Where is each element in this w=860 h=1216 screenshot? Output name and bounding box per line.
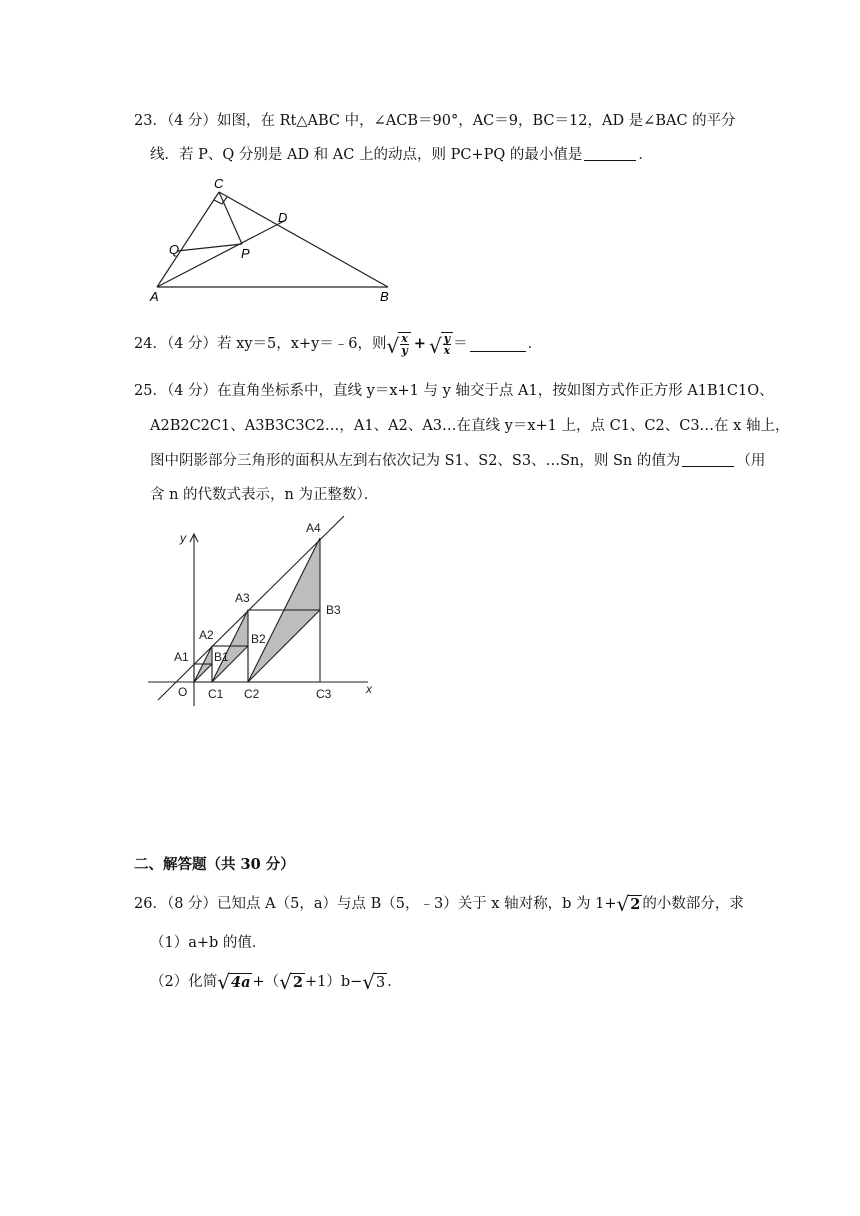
- label-c: C: [214, 176, 224, 191]
- q26-sub2-mid: +1）b−: [304, 974, 363, 990]
- q23-line1: 23．（4 分）如图，在 Rt△ABC 中，∠ACB＝90°，AC＝9，BC＝12，AD 是∠BAC 的平分: [134, 113, 736, 129]
- q24-sqrt-y-over-x: [429, 332, 453, 356]
- q25-line3-text: 图中阴影部分三角形的面积从左到右依次记为 S1、S2、S3、…Sn，则 Sn 的值为: [150, 453, 681, 469]
- label-b2: B2: [251, 632, 266, 646]
- segment-ac: [157, 192, 219, 287]
- q24-prefix: 24．（4 分）若 xy＝5，x+y＝﹣6，则: [134, 336, 387, 352]
- label-a2: A2: [199, 628, 214, 642]
- section-2-title: 二、解答题（共 30 分）: [134, 856, 295, 873]
- radical-sign-icon: √: [362, 970, 376, 994]
- q26-stem: [134, 894, 744, 914]
- q26-sqrt-2b: [279, 972, 305, 992]
- label-d: D: [278, 210, 288, 225]
- q25-line2: A2B2C2C1、A3B3C3C2…，A1、A2、A3…在直线 y＝x+1 上，点 C1、C2、C3…在 x 轴上，: [150, 418, 790, 434]
- label-q: Q: [169, 242, 180, 257]
- q23-answer-blank: [584, 146, 636, 161]
- q26-stem-end: 的小数部分，求: [642, 896, 744, 912]
- label-p: P: [241, 246, 250, 261]
- q24-end: ．: [527, 336, 543, 352]
- label-c1: C1: [208, 687, 224, 701]
- q23-line2-text: 线．若 P、Q 分别是 AD 和 AC 上的动点，则 PC+PQ 的最小值是: [150, 147, 583, 163]
- q24-frac1-den: y: [401, 344, 408, 357]
- q26-sub1: （1）a+b 的值．: [150, 935, 267, 951]
- q24-answer-blank: [470, 337, 526, 352]
- right-angle-mark: [214, 197, 227, 204]
- q26-sub2-plus: +（: [252, 974, 280, 990]
- label-o: O: [178, 685, 188, 699]
- label-a3: A3: [235, 591, 250, 605]
- q26-sub2-text: （2）化简: [150, 974, 218, 990]
- q25-line3: [150, 451, 765, 471]
- q25-line3-end: （用: [736, 453, 766, 469]
- radical-sign-icon: √: [428, 334, 442, 358]
- label-c3: C3: [316, 687, 332, 701]
- q23-line2-end: ．: [638, 147, 653, 163]
- q24-frac1-num: x: [401, 332, 408, 345]
- q24-plus: +: [413, 335, 426, 352]
- q26-sqrt-2-radicand: 2: [630, 896, 641, 913]
- q25-line4: 含 n 的代数式表示，n 为正整数）．: [150, 487, 379, 503]
- axis-label-y: y: [180, 531, 186, 545]
- label-b: B: [380, 289, 389, 304]
- radical-sign-icon: √: [616, 892, 630, 916]
- q23-line2: [150, 145, 653, 165]
- segment-cp: [219, 192, 242, 244]
- label-b3: B3: [326, 603, 341, 617]
- radical-sign-icon: √: [279, 970, 292, 994]
- q24-frac2-num: y: [443, 332, 451, 345]
- label-a4: A4: [306, 521, 321, 535]
- label-a1: A1: [174, 650, 189, 664]
- q25-squares-figure: [140, 510, 390, 710]
- q24-line: [134, 330, 542, 358]
- radical-sign-icon: √: [386, 334, 400, 358]
- q26-sqrt-4a-radicand: 4a: [230, 974, 251, 991]
- q26-sqrt-3-radicand: 3: [376, 975, 386, 991]
- q26-sqrt-4a: [217, 972, 252, 992]
- axis-label-x: x: [366, 682, 372, 696]
- q23-triangle-figure: [140, 170, 410, 310]
- segment-cb: [219, 192, 388, 287]
- q26-sub2-end: ．: [387, 974, 402, 990]
- label-b1: B1: [214, 650, 229, 664]
- label-a: A: [150, 289, 159, 304]
- q24-sqrt-x-over-y: [386, 332, 410, 356]
- q25-line1: 25．（4 分）在直角坐标系中，直线 y＝x+1 与 y 轴交于点 A1，按如图方式作正方形 A1B1C1O、: [134, 383, 774, 399]
- q25-answer-blank: [682, 452, 734, 467]
- q26-sqrt-2b-radicand: 2: [292, 974, 303, 991]
- q26-sub2: [150, 972, 402, 992]
- q26-sqrt-3: [362, 972, 387, 992]
- radical-sign-icon: √: [217, 970, 230, 994]
- q24-frac2-den: x: [443, 344, 451, 357]
- label-c2: C2: [244, 687, 260, 701]
- q24-equals: ＝: [453, 336, 468, 352]
- q26-stem-text: 26．（8 分）已知点 A（5，a）与点 B（5，﹣3）关于 x 轴对称，b 为 1+: [134, 896, 617, 912]
- q26-sqrt-2: [616, 894, 642, 914]
